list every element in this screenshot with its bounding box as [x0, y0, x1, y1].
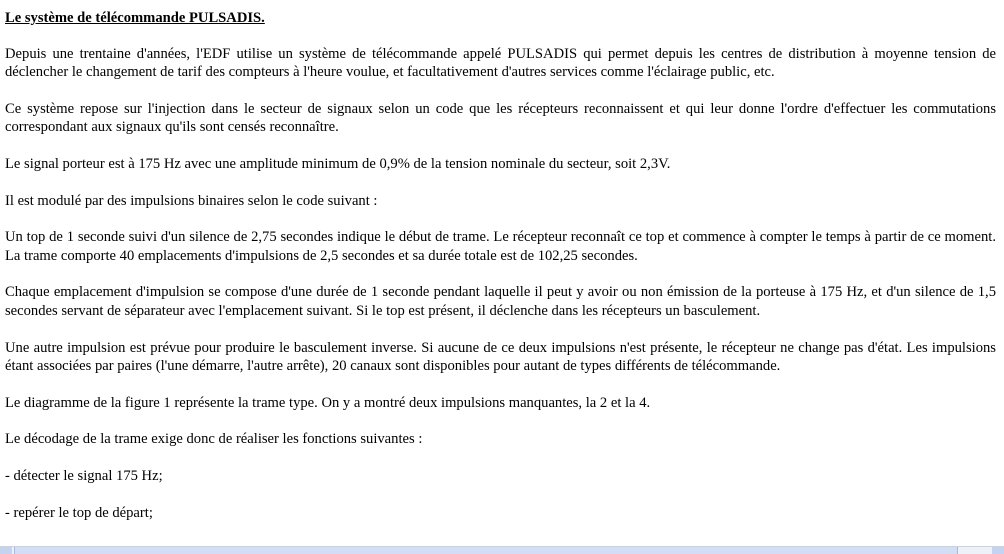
- document-title: Le système de télécommande PULSADIS.: [5, 10, 265, 26]
- paragraph-figure-reference: Le diagramme de la figure 1 représente la trame type. On y a montré deux impulsions manquantes, la 2 et la 4.: [5, 394, 651, 411]
- paragraph-decoding: Le décodage de la trame exige donc de réaliser les fonctions suivantes :: [5, 431, 423, 448]
- document-content: [5, 9, 996, 522]
- scroll-right-arrow-icon[interactable]: [992, 547, 1004, 554]
- paragraph-pulse-slot: Chaque emplacement d'impulsion se compose d'une durée de 1 seconde pendant laquelle il peut y avoir ou non émission de la porteuse à 175 Hz, et d'un silence de 1,5 secondes servant de séparateur avec l'emplacement suivant. Si le top est présent, il déclenche dans les récepteurs un basculement.: [5, 284, 996, 319]
- scrollbar-thumb[interactable]: [14, 547, 958, 554]
- scroll-left-arrow-icon[interactable]: [0, 547, 12, 554]
- paragraph-modulation: Il est modulé par des impulsions binaires selon le code suivant :: [5, 192, 378, 209]
- paragraph-carrier: Le signal porteur est à 175 Hz avec une amplitude minimum de 0,9% de la tension nominale du secteur, soit 2,3V.: [5, 155, 671, 172]
- paragraph-start-top: Un top de 1 seconde suivi d'un silence de 2,75 secondes indique le début de trame. Le récepteur reconnaît ce top et commence à compter le temps à partir de ce moment. La trame comporte 40 emplacements d'impulsions de 2,5 secondes et sa durée totale est de 102,25 secondes.: [5, 229, 996, 264]
- list-item-locate-start: - repérer le top de départ;: [5, 504, 153, 521]
- horizontal-scrollbar[interactable]: [0, 546, 1004, 554]
- list-item-detect-signal: - détecter le signal 175 Hz;: [5, 467, 163, 484]
- paragraph-system: Ce système repose sur l'injection dans le secteur de signaux selon un code que les récepteurs reconnaissent et qui leur donne l'ordre d'effectuer les commutations correspondant aux signaux qu'ils sont censés reconnaître.: [5, 100, 996, 136]
- paragraph-inverse-pulse: Une autre impulsion est prévue pour produire le basculement inverse. Si aucune de ce deux impulsions n'est présente, le récepteur ne change pas d'état. Les impulsions étant associées par paires (l'une démarre, l'autre arrête), 20 canaux sont disponibles pour autant de types différents de télécommande.: [5, 339, 996, 375]
- paragraph-intro: Depuis une trentaine d'années, l'EDF utilise un système de télécommande appelé PULSADIS qui permet depuis les centres de distribution à moyenne tension de déclencher le changement de tarif des compteurs à l'heure voulue, et facultativement d'autres services comme l'éclairage public, etc.: [5, 45, 996, 81]
